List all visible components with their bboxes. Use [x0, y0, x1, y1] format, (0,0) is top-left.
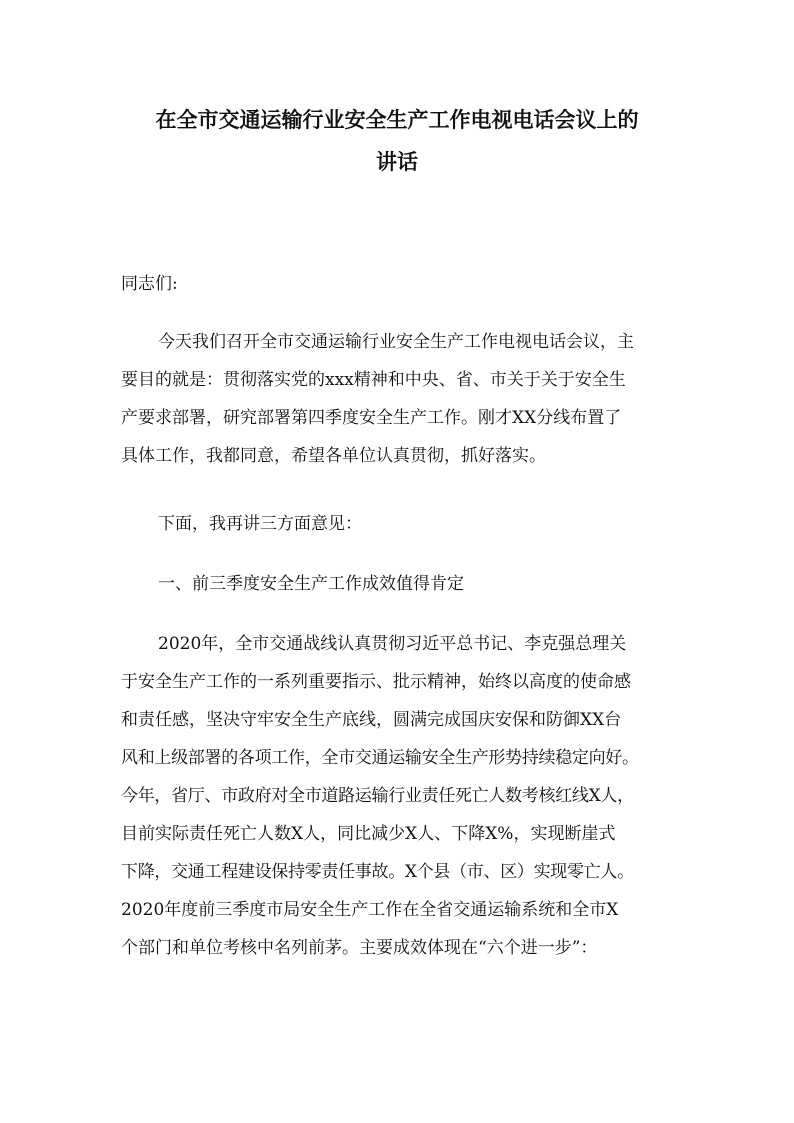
paragraph-3-line-5: 今年，省厅、市政府对全市道路运输行业责任死亡人数考核红线X人，: [121, 786, 634, 806]
paragraph-1-line-1: 今天我们召开全市交通运输行业安全生产工作电视电话会议，主: [158, 332, 634, 352]
document-title-line-1: 在全市交通运输行业安全生产工作电视电话会议上的: [155, 108, 639, 132]
paragraph-3-line-1: 2020年，全市交通战线认真贯彻习近平总书记、李克强总理关: [158, 634, 627, 654]
salutation: 同志们:: [121, 274, 178, 294]
paragraph-1-line-2: 要目的就是：贯彻落实党的xxx精神和中央、省、市关于关于安全生: [121, 370, 626, 390]
paragraph-1-line-3: 产要求部署，研究部署第四季度安全生产工作。刚才XX分线布置了: [121, 408, 622, 428]
paragraph-2: 下面，我再讲三方面意见：: [158, 514, 362, 534]
paragraph-3-line-4: 风和上级部署的各项工作，全市交通运输安全生产形势持续稳定向好。: [121, 748, 639, 768]
paragraph-3-line-6: 目前实际责任死亡人数X人，同比减少X人、下降X%，实现断崖式: [121, 824, 616, 844]
paragraph-3-line-9: 个部门和单位考核中名列前茅。主要成效体现在“六个进一步”：: [121, 938, 598, 958]
section-heading-1: 一、前三季度安全生产工作成效值得肯定: [158, 574, 464, 594]
document-title-line-2: 讲话: [376, 150, 418, 174]
paragraph-3-line-3: 和责任感，坚决守牢安全生产底线，圆满完成国庆安保和防御XX台: [121, 710, 622, 730]
paragraph-1-line-4: 具体工作，我都同意，希望各单位认真贯彻，抓好落实。: [121, 446, 546, 466]
paragraph-3-line-2: 于安全生产工作的一系列重要指示、批示精神，始终以高度的使命感: [121, 672, 631, 692]
paragraph-3-line-8: 2020年度前三季度市局安全生产工作在全省交通运输系统和全市X: [121, 900, 619, 920]
paragraph-3-line-7: 下降，交通工程建设保持零责任事故。X个县（市、区）实现零亡人。: [121, 862, 634, 882]
